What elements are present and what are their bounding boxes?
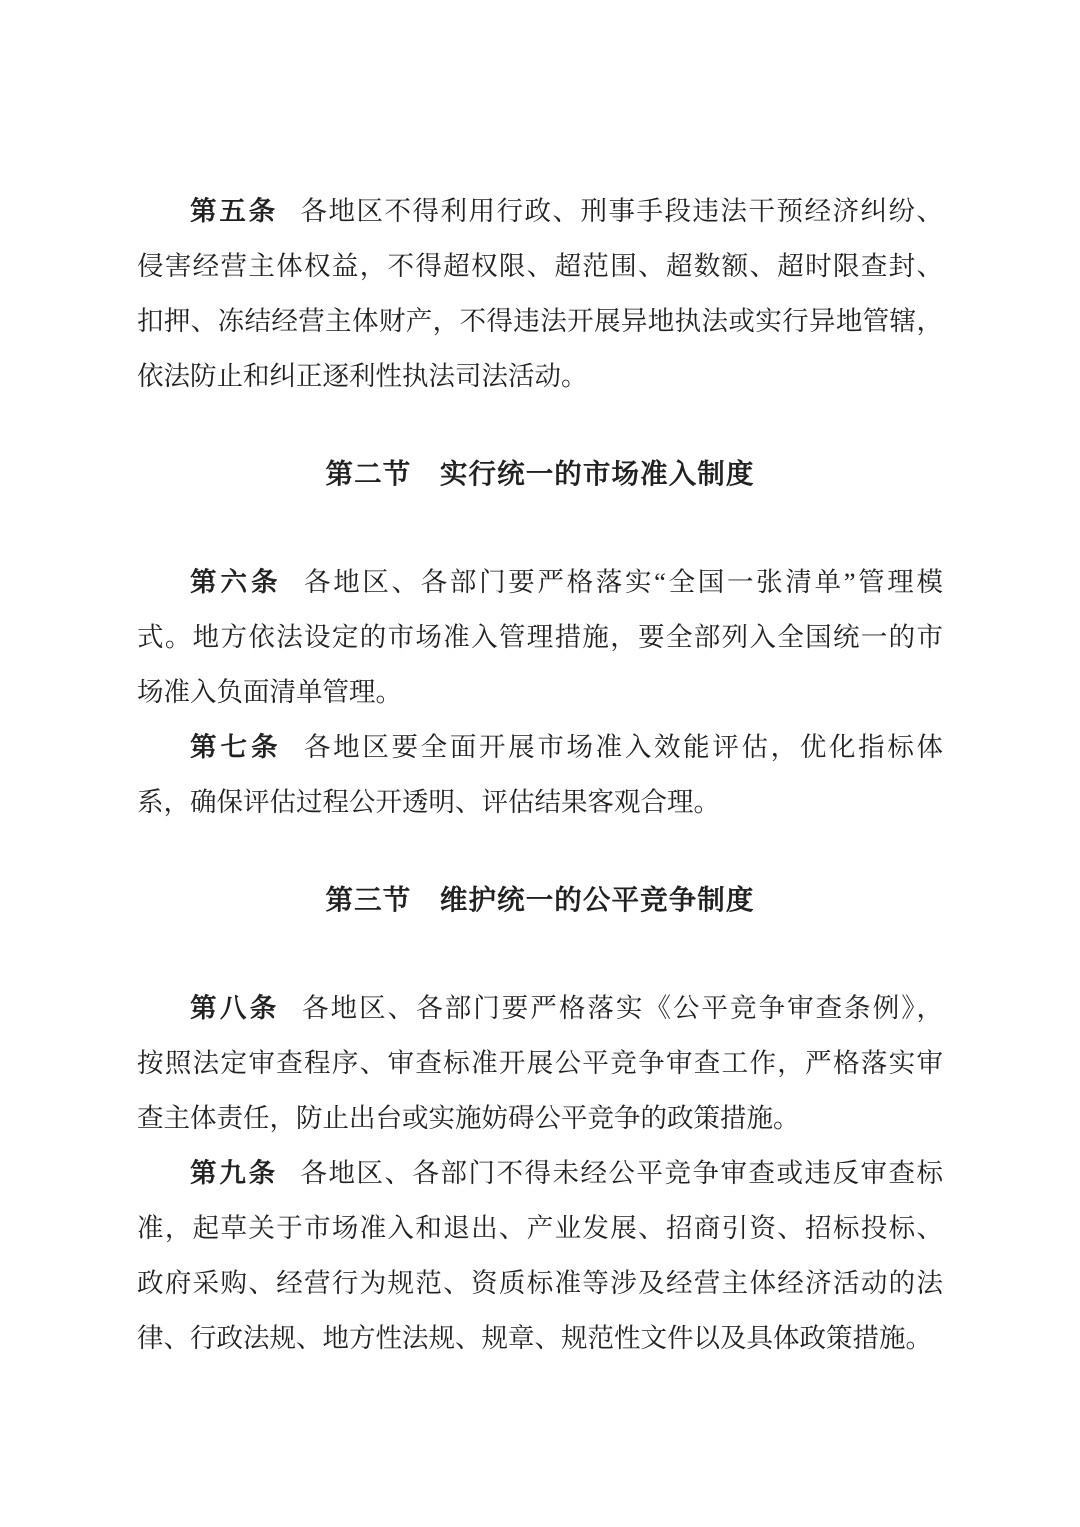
- text-line: 系，确保评估过程公开透明、评估结果客观合理。: [137, 787, 720, 817]
- text-line: 按照法定审查程序、审查标准开展公平竞争审查工作，严格落实审: [137, 1048, 943, 1078]
- article-paragraph: [137, 981, 943, 1146]
- text-line: 式。地方依法设定的市场准入管理措施，要全部列入全国统一的市: [137, 622, 943, 652]
- text-line: [137, 1146, 943, 1201]
- text-line: 准，起草关于市场准入和退出、产业发展、招商引资、招标投标、: [137, 1213, 943, 1243]
- article-paragraph: [137, 184, 943, 404]
- line-text: 各地区、各部门要严格落实《公平竞争审查条例》，: [302, 993, 944, 1023]
- text-line: 侵害经营主体权益，不得超权限、超范围、超数额、超时限查封、: [137, 251, 943, 281]
- line-text: 各地区要全面开展市场准入效能评估，优化指标体: [304, 732, 943, 762]
- article-number: 第六条: [190, 567, 282, 597]
- text-line: [137, 184, 943, 239]
- article-number: 第九条: [190, 1158, 278, 1188]
- text-line: 依法防止和纠正逐利性执法司法活动。: [137, 361, 588, 391]
- line-text: 各地区、各部门不得未经公平竞争审查或违反审查标: [300, 1158, 943, 1188]
- text-line: [137, 981, 943, 1036]
- section-heading: 第三节 维护统一的公平竞争制度: [325, 884, 755, 915]
- article-number: 第五条: [190, 196, 278, 226]
- text-line: 场准入负面清单管理。: [137, 677, 402, 707]
- text-line: 扣押、冻结经营主体财产，不得违法开展异地执法或实行异地管辖，: [137, 306, 943, 336]
- text-line: 政府采购、经营行为规范、资质标准等涉及经营主体经济活动的法: [137, 1268, 943, 1298]
- article-number: 第七条: [190, 732, 282, 762]
- section-heading: 第二节 实行统一的市场准入制度: [325, 458, 755, 489]
- text-line: [137, 555, 943, 610]
- text-line: 律、行政法规、地方性法规、规章、规范性文件以及具体政策措施。: [137, 1323, 932, 1353]
- line-text: 各地区、各部门要严格落实“全国一张清单”管理模: [304, 567, 943, 597]
- article-paragraph: [137, 555, 943, 720]
- text-line: 查主体责任，防止出台或实施妨碍公平竞争的政策措施。: [137, 1103, 800, 1133]
- article-paragraph: [137, 1146, 943, 1366]
- text-line: [137, 720, 943, 775]
- article-paragraph: [137, 720, 943, 830]
- line-text: 各地区不得利用行政、刑事手段违法干预经济纠纷、: [300, 196, 943, 226]
- document-body: [137, 0, 943, 1366]
- article-number: 第八条: [190, 993, 280, 1023]
